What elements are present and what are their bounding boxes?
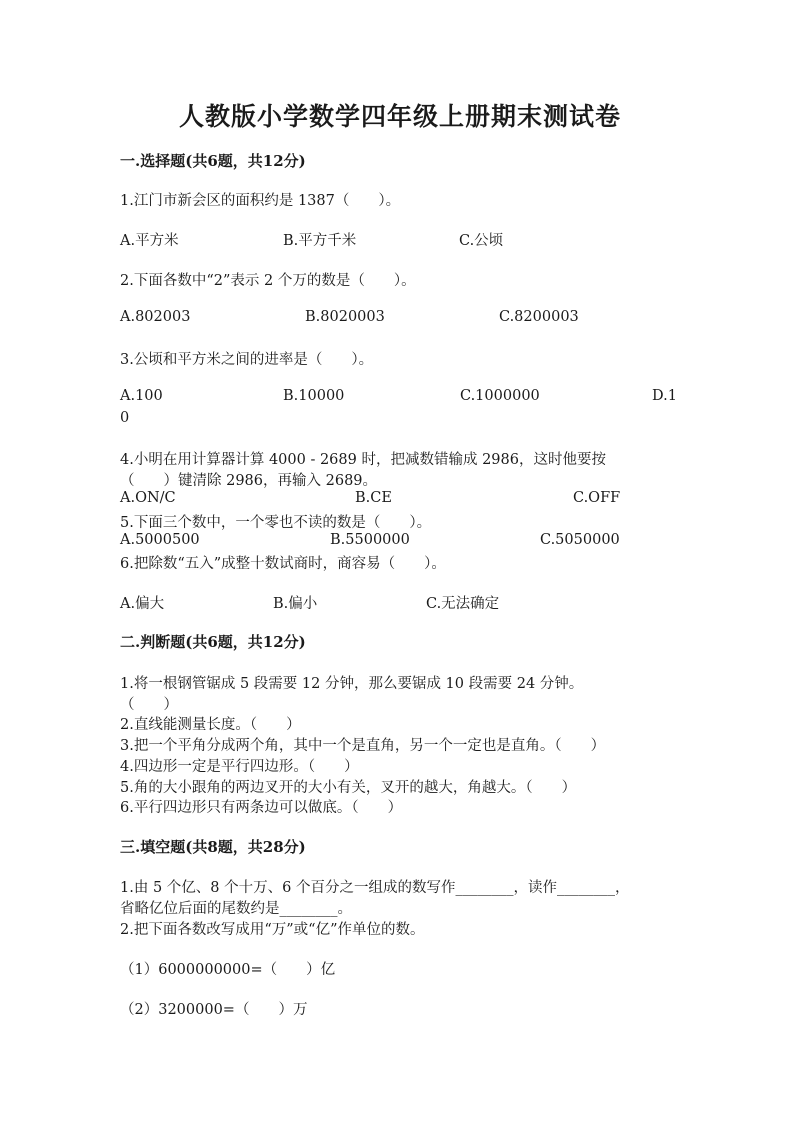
option-b: B.平方千米 bbox=[283, 233, 357, 249]
fill-subitem: （2）3200000=（ ）万 bbox=[120, 1002, 308, 1018]
option-b: B.5500000 bbox=[330, 532, 410, 548]
question-stem: 3.公顷和平方米之间的进率是（ ）。 bbox=[120, 352, 374, 368]
question-stem: 6.把除数“五入”成整十数试商时，商容易（ ）。 bbox=[120, 556, 446, 572]
question-stem: 4.小明在用计算器计算 4000 - 2689 时，把减数错输成 2986，这时他要按 bbox=[120, 452, 606, 468]
option-a: A.偏大 bbox=[120, 596, 165, 612]
option-a: A.平方米 bbox=[120, 233, 179, 249]
option-a: A.5000500 bbox=[120, 532, 200, 548]
judge-item: 6.平行四边形只有两条边可以做底。（ ） bbox=[120, 800, 403, 816]
option-a: A.802003 bbox=[120, 309, 191, 325]
option-b: B.偏小 bbox=[273, 596, 318, 612]
section-heading-choice: 一.选择题(共6题，共12分) bbox=[120, 152, 306, 170]
option-c: C.OFF bbox=[573, 490, 621, 506]
question-stem: 2.下面各数中“2”表示 2 个万的数是（ ）。 bbox=[120, 273, 416, 289]
fill-item-cont: 省略亿位后面的尾数约是________。 bbox=[120, 901, 352, 917]
option-c: C.5050000 bbox=[540, 532, 620, 548]
question-stem: 5.下面三个数中，一个零也不读的数是（ ）。 bbox=[120, 515, 432, 531]
option-c: C.无法确定 bbox=[426, 596, 500, 612]
exam-title: 人教版小学数学四年级上册期末测试卷 bbox=[178, 102, 621, 131]
option-c: C.1000000 bbox=[460, 388, 540, 404]
judge-item: 3.把一个平角分成两个角，其中一个是直角，另一个一定也是直角。（ ） bbox=[120, 738, 606, 754]
fill-item: 1.由 5 个亿、8 个十万、6 个百分之一组成的数写作________，读作________， bbox=[120, 880, 630, 896]
option-d-wrap: 0 bbox=[120, 410, 130, 426]
option-b: B.CE bbox=[355, 490, 392, 506]
fill-item: 2.把下面各数改写成用“万”或“亿”作单位的数。 bbox=[120, 922, 425, 938]
judge-item-cont: （ ） bbox=[120, 697, 178, 713]
option-c: C.8200003 bbox=[499, 309, 579, 325]
option-b: B.10000 bbox=[283, 388, 345, 404]
judge-item: 5.角的大小跟角的两边叉开的大小有关，叉开的越大，角越大。（ ） bbox=[120, 780, 577, 796]
judge-item: 1.将一根钢管锯成 5 段需要 12 分钟，那么要锯成 10 段需要 24 分钟。 bbox=[120, 676, 584, 692]
option-a: A.ON/C bbox=[120, 490, 176, 506]
judge-item: 4.四边形一定是平行四边形。（ ） bbox=[120, 759, 359, 775]
section-heading-judge: 二.判断题(共6题，共12分) bbox=[120, 633, 306, 651]
section-heading-fill: 三.填空题(共8题，共28分) bbox=[120, 838, 306, 856]
option-a: A.100 bbox=[120, 388, 163, 404]
option-b: B.8020003 bbox=[305, 309, 385, 325]
fill-subitem: （1）6000000000=（ ）亿 bbox=[120, 962, 336, 978]
question-stem-cont: （ ）键清除 2986，再输入 2689。 bbox=[120, 473, 378, 489]
option-c: C.公顷 bbox=[459, 233, 504, 249]
judge-item: 2.直线能测量长度。（ ） bbox=[120, 717, 301, 733]
question-stem: 1.江门市新会区的面积约是 1387（ ）。 bbox=[120, 193, 401, 209]
option-d: D.1 bbox=[652, 388, 677, 404]
